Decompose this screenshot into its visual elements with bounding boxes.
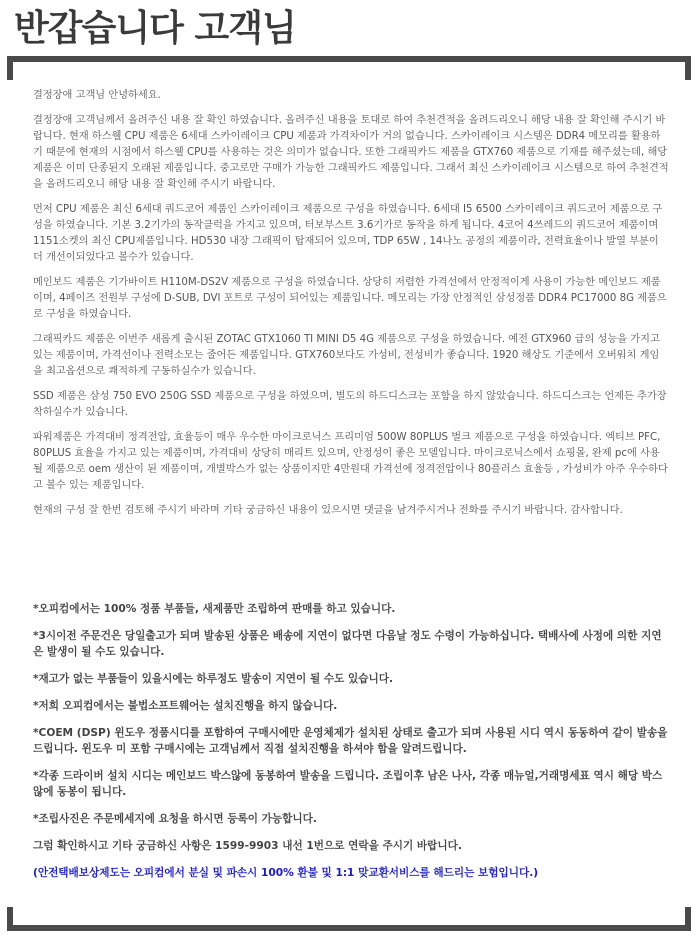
paragraph-closing: 현재의 구성 잘 한번 검토해 주시기 바라며 기타 궁금하신 내용이 있으시면 댓글을 남겨주시거나 전화를 주시기 바랍니다. 감사합니다. (33, 505, 623, 516)
paragraph-mainboard: 메인보드 제품은 기가바이트 H110M-DS2V 제품으로 구성을 하였습니다. 상당히 저렴한 가격선에서 안정적이게 사용이 가능한 메인보드 제품이며, 4페이즈 전원부 구성에 D-SUB, DVI 포트로 구성이 되어있는 제품입니다. 메모리는 가장 안정적인 삼성정품 DDR4 PC17000 8G 제품으로 구성을 하였습니다. (33, 277, 667, 320)
paragraph-graphics: 그래픽카드 제품은 이번주 새롭게 출시된 ZOTAC GTX1060 TI MINI D5 4G 제품으로 구성을 하였습니다. 예전 GTX960 급의 성능을 가지고 있는 제품이며, 가격선이나 전력소모는 줄어든 제품입니다. GTX760보다도 가성비, 전성비가 좋습니다. 1920 해상도 기준에서 오버워치 게임을 최고옵션으로 쾌적하게 구동하실수가 있습니다. (33, 334, 660, 377)
page-title: 반갑습니다 고객님 (14, 8, 296, 49)
letter-body (33, 88, 669, 528)
notice-item: *저희 오피컴에서는 불법소프트웨어는 설치진행을 하지 않습니다. (33, 700, 338, 712)
notice-item: *3시이전 주문건은 당일출고가 되며 발송된 상품은 배송에 지연이 없다면 다음날 정도 수령이 가능하십니다. 택배사에 사정에 의한 지연은 발생이 될 수도 있습니다. (33, 630, 662, 658)
paragraph-cpu: 먼저 CPU 제품은 최신 6세대 쿼드코어 제품인 스카이레이크 제품으로 구성을 하였습니다. 6세대 I5 6500 스카이레이크 쿼드코어 제품으로 구성을 하였습니다. 기본 3.2기가의 동작클럭을 가지고 있으며, 터보부스트 3.6기가로 동작을 하게 됩니다. 4코어 4쓰레드의 쿼드코어 제품이며 1151소켓의 최신 CPU제품입니다. HD530 내장 그래픽이 탑재되어 있으며, TDP 65W , 14나노 공정의 제품이라, 전력효율이나 발열 부분이 더 개선이되었다고 볼수가 있습니다. (33, 204, 663, 263)
paragraph-power: 파워제품은 가격대비 정격전압, 효율등이 매우 우수한 마이크로닉스 프리미엄 500W 80PLUS 벌크 제품으로 구성을 하였습니다. 엑티브 PFC, 80PLUS 효율을 가지고 있는 제품이며, 가격대비 상당히 매리트 있으며, 안정성이 좋은 모델입니다. 마이크로닉스에서 쇼핑몰, 완제 pc에 사용될 제품으로 oem 생산이 된 제품이며, 개별박스가 없는 상품이지만 4만원대 가격선에 정격전압이나 80플러스 효율등 , 가성비가 아주 우수하다고 볼수 있는 제품입니다. (33, 432, 668, 491)
notice-list (33, 601, 669, 892)
paragraph-ssd: SSD 제품은 삼성 750 EVO 250G SSD 제품으로 구성을 하였으며, 별도의 하드디스크는 포함을 하지 않았습니다. 하드디스크는 언제든 추가장착하실수가 있습니다. (33, 391, 667, 418)
notice-item: *조립사진은 주문메세지에 요청을 하시면 등록이 가능합니다. (33, 813, 317, 825)
top-frame-bracket (7, 56, 691, 80)
bottom-frame-bracket (7, 907, 691, 931)
greeting-line: 결정장애 고객님 안녕하세요. (33, 90, 161, 101)
contact-line: 그럼 확인하시고 기타 궁금하신 사항은 1599-9903 내선 1번으로 연락을 주시기 바랍니다. (33, 840, 462, 852)
insurance-note: (안전택배보상제도는 오피컴에서 분실 및 파손시 100% 환불 및 1:1 맞교환서비스를 해드리는 보험입니다.) (33, 867, 539, 879)
notice-item: *COEM (DSP) 윈도우 정품시디를 포함하여 구매시에만 운영체제가 설치된 상태로 출고가 되며 사용된 시디 역시 동동하여 같이 발송을 드립니다. 윈도우 미 포함 구매시에는 고객님께서 직접 설치진행을 하셔야 함을 알려드립니다. (33, 727, 668, 755)
paragraph-intro: 결정장애 고객님께서 올려주신 내용 잘 확인 하였습니다. 올려주신 내용을 토대로 하여 추천견적을 올려드리오니 해당 내용 잘 확인해 주시기 바랍니다. 현재 하스웰 CPU 제품은 6세대 스카이레이크 CPU 제품과 가격차이가 거의 없습니다. 스카이레이크 시스템은 DDR4 메모리를 활용하기 때문에 현재의 시점에서 하스웰 CPU를 사용하는 것은 의미가 없습니다. 또한 그래픽카드 제품을 GTX760 제품으로 기재를 해주셨는데, 해당 제품은 이미 단종된지 오래된 제품입니다. 중고로만 구매가 가능한 그래픽카드 제품입니다. 그래서 최신 스카이레이크 시스템으로 하여 추천견적을 올려드리오니 해당 내용 잘 확인해 주시기 바랍니다. (33, 115, 669, 190)
notice-item: *오피컴에서는 100% 정품 부품들, 새제품만 조립하여 판매를 하고 있습니다. (33, 603, 396, 615)
notice-item: *재고가 없는 부품들이 있을시에는 하루정도 발송이 지연이 될 수도 있습니다. (33, 673, 393, 685)
notice-item: *각종 드라이버 설치 시디는 메인보드 박스않에 동봉하여 발송을 드립니다. 조립이후 남은 나사, 각종 매뉴얼,거래명세표 역시 해당 박스않에 동봉이 됩니다. (33, 770, 663, 798)
